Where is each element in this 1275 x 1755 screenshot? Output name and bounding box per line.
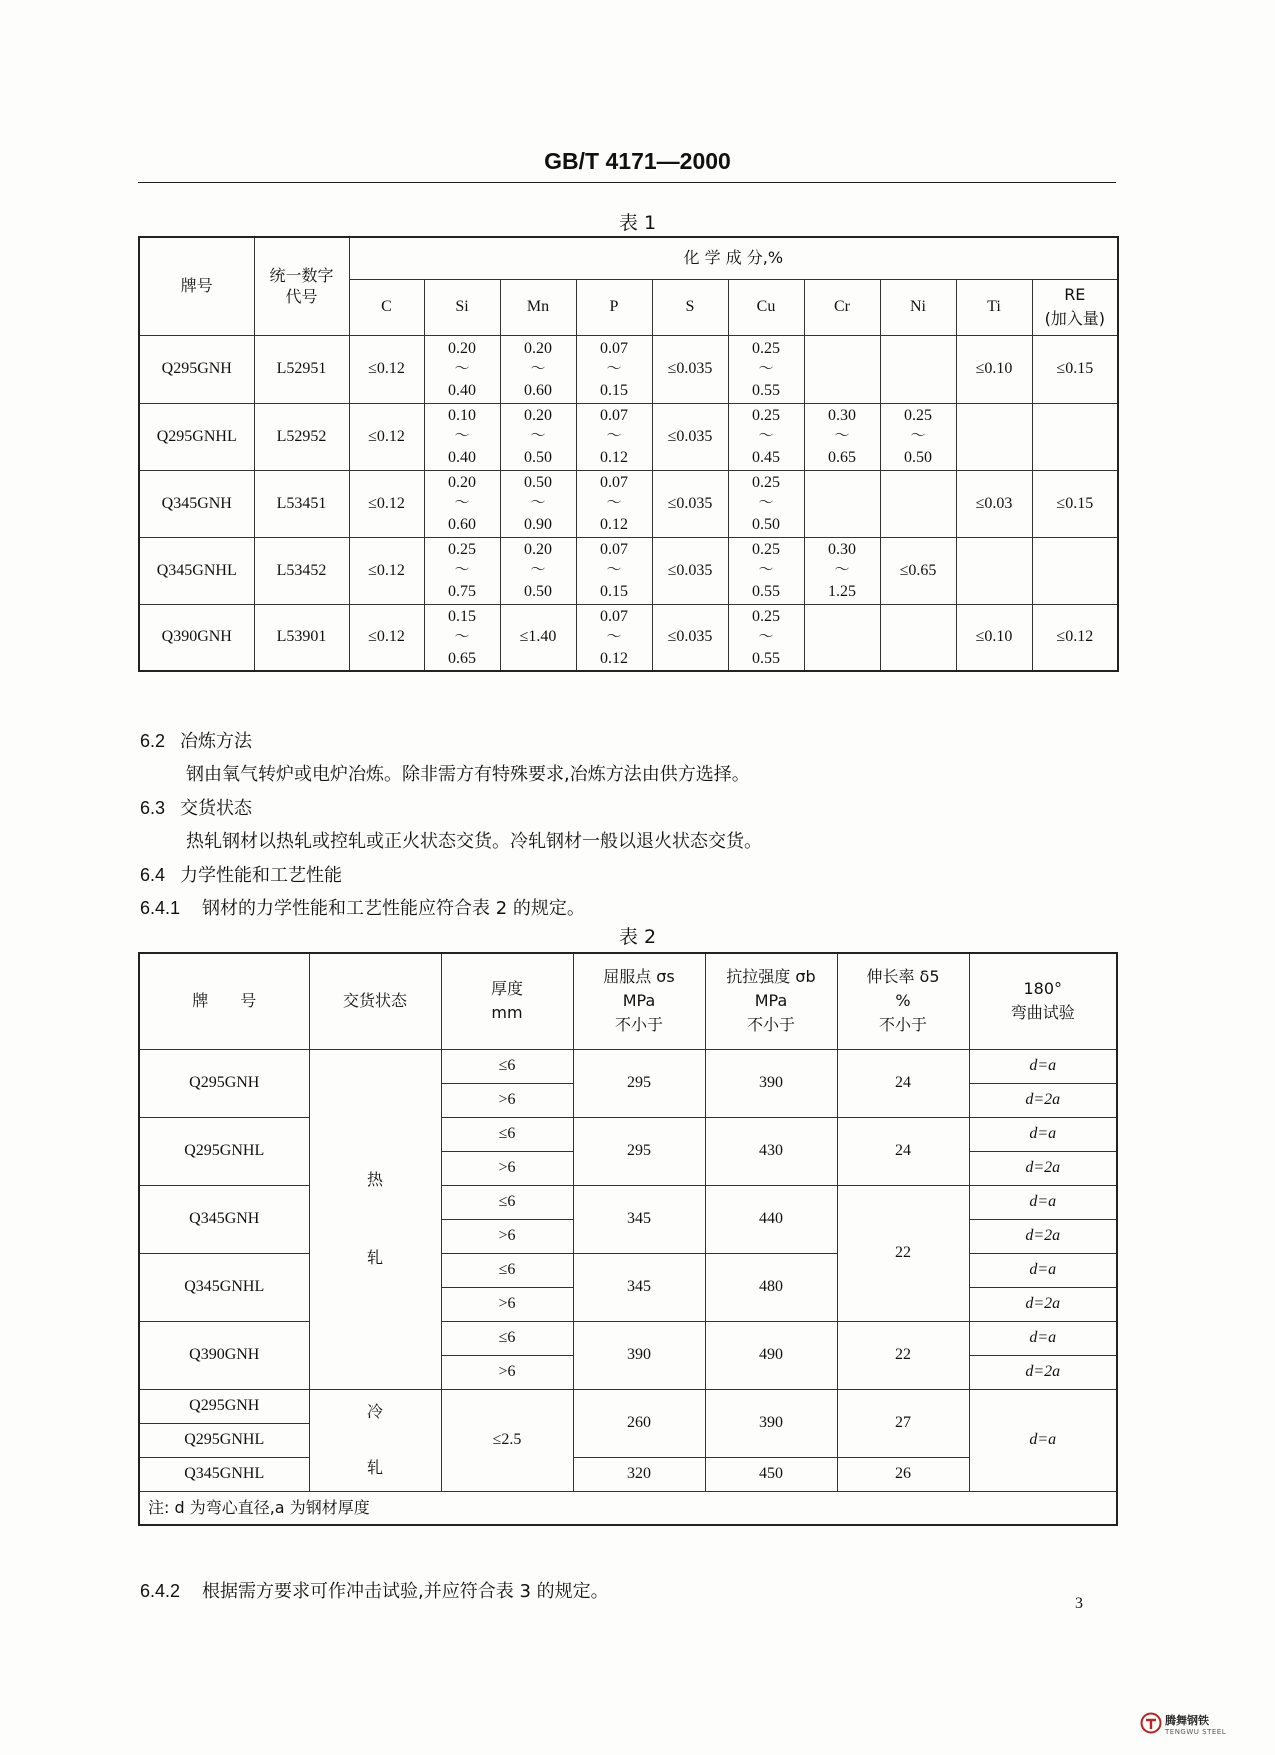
p-cell: 0.07 ～ 0.12: [576, 604, 652, 671]
thickness-cell: ≤6: [441, 1253, 573, 1287]
col-header-c: C: [349, 279, 424, 335]
t2-header-elongation: 伸长率 δ5 % 不小于: [837, 953, 969, 1049]
p-cell: 0.07 ～ 0.12: [576, 470, 652, 537]
t2-header-thickness: 厚度 mm: [441, 953, 573, 1049]
section-6-4-heading: 6.4 力学性能和工艺性能: [140, 865, 342, 886]
cu-cell: 0.25 ～ 0.45: [728, 403, 804, 470]
cr-cell: [804, 335, 880, 403]
re-cell: ≤0.15: [1032, 335, 1118, 403]
mechanical-properties-table: [138, 952, 1118, 1526]
si-cell: 0.20 ～ 0.60: [424, 470, 500, 537]
section-6-3-heading: 6.3 交货状态: [140, 798, 252, 819]
table-row: [139, 1491, 1117, 1525]
thickness-cell: ≤6: [441, 1321, 573, 1355]
ni-cell: [880, 470, 956, 537]
c-cell: ≤0.12: [349, 335, 424, 403]
grade-cell: Q390GNH: [139, 1321, 309, 1389]
tensile-cell: 390: [705, 1389, 837, 1457]
table-row: [139, 604, 1118, 671]
tengwu-logo-icon: [1140, 1712, 1162, 1734]
t2-header-yield: 屈服点 σs MPa 不小于: [573, 953, 705, 1049]
c-cell: ≤0.12: [349, 604, 424, 671]
code-cell: L52951: [254, 335, 349, 403]
grade-cell: Q345GNH: [139, 470, 254, 537]
s-cell: ≤0.035: [652, 604, 728, 671]
grade-cell: Q390GNH: [139, 604, 254, 671]
tensile-cell: 430: [705, 1117, 837, 1185]
grade-cell: Q295GNH: [139, 335, 254, 403]
table-row: [139, 1117, 1117, 1151]
col-header-p: P: [576, 279, 652, 335]
ti-cell: [956, 537, 1032, 604]
elongation-cell: 27: [837, 1389, 969, 1457]
col-header-grade: 牌号: [139, 237, 254, 335]
elongation-cell: 24: [837, 1049, 969, 1117]
cu-cell: 0.25 ～ 0.55: [728, 335, 804, 403]
mn-cell: 0.20 ～ 0.50: [500, 537, 576, 604]
si-cell: 0.25 ～ 0.75: [424, 537, 500, 604]
s-cell: ≤0.035: [652, 470, 728, 537]
mn-cell: 0.50 ～ 0.90: [500, 470, 576, 537]
c-cell: ≤0.12: [349, 537, 424, 604]
yield-cell: 260: [573, 1389, 705, 1457]
t2-header-bend: 180° 弯曲试验: [969, 953, 1117, 1049]
page-number: 3: [1075, 1595, 1083, 1612]
si-cell: 0.20 ～ 0.40: [424, 335, 500, 403]
p-cell: 0.07 ～ 0.15: [576, 335, 652, 403]
mn-cell: 0.20 ～ 0.50: [500, 403, 576, 470]
thickness-cell: >6: [441, 1219, 573, 1253]
ni-cell: 0.25 ～ 0.50: [880, 403, 956, 470]
table-row: [139, 1049, 1117, 1083]
cu-cell: 0.25 ～ 0.50: [728, 470, 804, 537]
yield-cell: 320: [573, 1457, 705, 1491]
table-row: [139, 470, 1118, 537]
table-row: [139, 1185, 1117, 1219]
grade-cell: Q345GNHL: [139, 1457, 309, 1491]
yield-cell: 295: [573, 1049, 705, 1117]
watermark: 腾舞钢铁 TENGWU STEEL: [1165, 1714, 1227, 1736]
elongation-cell: 22: [837, 1321, 969, 1389]
col-header-code: 统一数字代号: [254, 237, 349, 335]
ni-cell: ≤0.65: [880, 537, 956, 604]
thickness-cell: ≤6: [441, 1185, 573, 1219]
bend-cell: d=a: [969, 1321, 1117, 1355]
s-cell: ≤0.035: [652, 537, 728, 604]
p-cell: 0.07 ～ 0.12: [576, 403, 652, 470]
tensile-cell: 390: [705, 1049, 837, 1117]
ni-cell: [880, 604, 956, 671]
code-cell: L53451: [254, 470, 349, 537]
col-header-re: RE (加入量): [1032, 279, 1118, 335]
section-6-4-2-text: 6.4.2 根据需方要求可作冲击试验,并应符合表 3 的规定。: [140, 1581, 609, 1602]
cu-cell: 0.25 ～ 0.55: [728, 604, 804, 671]
section-6-2-heading: 6.2 冶炼方法: [140, 731, 252, 752]
bend-cell: d=a: [969, 1049, 1117, 1083]
document-header: GB/T 4171—2000: [544, 148, 731, 174]
bend-cell: d=a: [969, 1117, 1117, 1151]
si-cell: 0.10 ～ 0.40: [424, 403, 500, 470]
table-row: [139, 335, 1118, 403]
tensile-cell: 490: [705, 1321, 837, 1389]
chemical-composition-table: [138, 236, 1119, 672]
ti-cell: ≤0.10: [956, 604, 1032, 671]
section-6-3-text: 热轧钢材以热轧或控轧或正火状态交货。冷轧钢材一般以退火状态交货。: [186, 831, 762, 852]
bend-cell: d=2a: [969, 1151, 1117, 1185]
grade-cell: Q295GNH: [139, 1389, 309, 1423]
delivery-state-hot: 热 轧: [309, 1049, 441, 1389]
col-header-ni: Ni: [880, 279, 956, 335]
cr-cell: 0.30 ～ 1.25: [804, 537, 880, 604]
cr-cell: [804, 604, 880, 671]
mn-cell: 0.20 ～ 0.60: [500, 335, 576, 403]
c-cell: ≤0.12: [349, 470, 424, 537]
tensile-cell: 440: [705, 1185, 837, 1253]
cr-cell: 0.30 ～ 0.65: [804, 403, 880, 470]
table-row: [139, 1389, 1117, 1423]
elongation-cell: 22: [837, 1185, 969, 1321]
table-footnote: 注: d 为弯心直径,a 为钢材厚度: [139, 1491, 1117, 1525]
re-cell: [1032, 403, 1118, 470]
table2-caption: 表 2: [618, 926, 657, 948]
tensile-cell: 450: [705, 1457, 837, 1491]
thickness-cell: >6: [441, 1151, 573, 1185]
t2-header-tensile: 抗拉强度 σb MPa 不小于: [705, 953, 837, 1049]
col-header-ti: Ti: [956, 279, 1032, 335]
section-6-4-1-text: 6.4.1 钢材的力学性能和工艺性能应符合表 2 的规定。: [140, 898, 585, 919]
cu-cell: 0.25 ～ 0.55: [728, 537, 804, 604]
si-cell: 0.15 ～ 0.65: [424, 604, 500, 671]
grade-cell: Q345GNH: [139, 1185, 309, 1253]
thickness-cell: ≤6: [441, 1049, 573, 1083]
t2-header-grade: 牌 号: [139, 953, 309, 1049]
cr-cell: [804, 470, 880, 537]
code-cell: L53901: [254, 604, 349, 671]
thickness-cell: ≤6: [441, 1117, 573, 1151]
ti-cell: ≤0.10: [956, 335, 1032, 403]
bend-cell: d=a: [969, 1185, 1117, 1219]
grade-cell: Q295GNHL: [139, 403, 254, 470]
c-cell: ≤0.12: [349, 403, 424, 470]
thickness-cell: >6: [441, 1083, 573, 1117]
table-row: [139, 537, 1118, 604]
yield-cell: 390: [573, 1321, 705, 1389]
col-header-mn: Mn: [500, 279, 576, 335]
table-row: [139, 403, 1118, 470]
yield-cell: 345: [573, 1253, 705, 1321]
elongation-cell: 26: [837, 1457, 969, 1491]
t2-header-state: 交货状态: [309, 953, 441, 1049]
thickness-cell: >6: [441, 1287, 573, 1321]
s-cell: ≤0.035: [652, 335, 728, 403]
delivery-state-cold: 冷 轧: [309, 1389, 441, 1491]
col-header-s: S: [652, 279, 728, 335]
grade-cell: Q345GNHL: [139, 1253, 309, 1321]
table-row: [139, 1253, 1117, 1287]
table1-caption: 表 1: [618, 212, 657, 234]
bend-cell: d=2a: [969, 1083, 1117, 1117]
re-cell: [1032, 537, 1118, 604]
code-cell: L53452: [254, 537, 349, 604]
thickness-cell: >6: [441, 1355, 573, 1389]
yield-cell: 345: [573, 1185, 705, 1253]
bend-cell: d=2a: [969, 1219, 1117, 1253]
yield-cell: 295: [573, 1117, 705, 1185]
bend-cell: d=2a: [969, 1355, 1117, 1389]
ti-cell: [956, 403, 1032, 470]
ni-cell: [880, 335, 956, 403]
tensile-cell: 480: [705, 1253, 837, 1321]
col-header-cr: Cr: [804, 279, 880, 335]
s-cell: ≤0.035: [652, 403, 728, 470]
code-cell: L52952: [254, 403, 349, 470]
ti-cell: ≤0.03: [956, 470, 1032, 537]
bend-cell: d=a: [969, 1389, 1117, 1491]
re-cell: ≤0.12: [1032, 604, 1118, 671]
thickness-cell: ≤2.5: [441, 1389, 573, 1491]
header-rule: [138, 182, 1116, 183]
section-6-2-text: 钢由氧气转炉或电炉冶炼。除非需方有特殊要求,冶炼方法由供方选择。: [186, 764, 750, 785]
col-header-si: Si: [424, 279, 500, 335]
mn-cell: ≤1.40: [500, 604, 576, 671]
elongation-cell: 24: [837, 1117, 969, 1185]
bend-cell: d=a: [969, 1253, 1117, 1287]
table-row: [139, 1321, 1117, 1355]
col-header-chemical: 化 学 成 分,%: [349, 237, 1118, 279]
bend-cell: d=2a: [969, 1287, 1117, 1321]
grade-cell: Q345GNHL: [139, 537, 254, 604]
grade-cell: Q295GNH: [139, 1049, 309, 1117]
col-header-cu: Cu: [728, 279, 804, 335]
re-cell: ≤0.15: [1032, 470, 1118, 537]
grade-cell: Q295GNHL: [139, 1117, 309, 1185]
p-cell: 0.07 ～ 0.15: [576, 537, 652, 604]
grade-cell: Q295GNHL: [139, 1423, 309, 1457]
